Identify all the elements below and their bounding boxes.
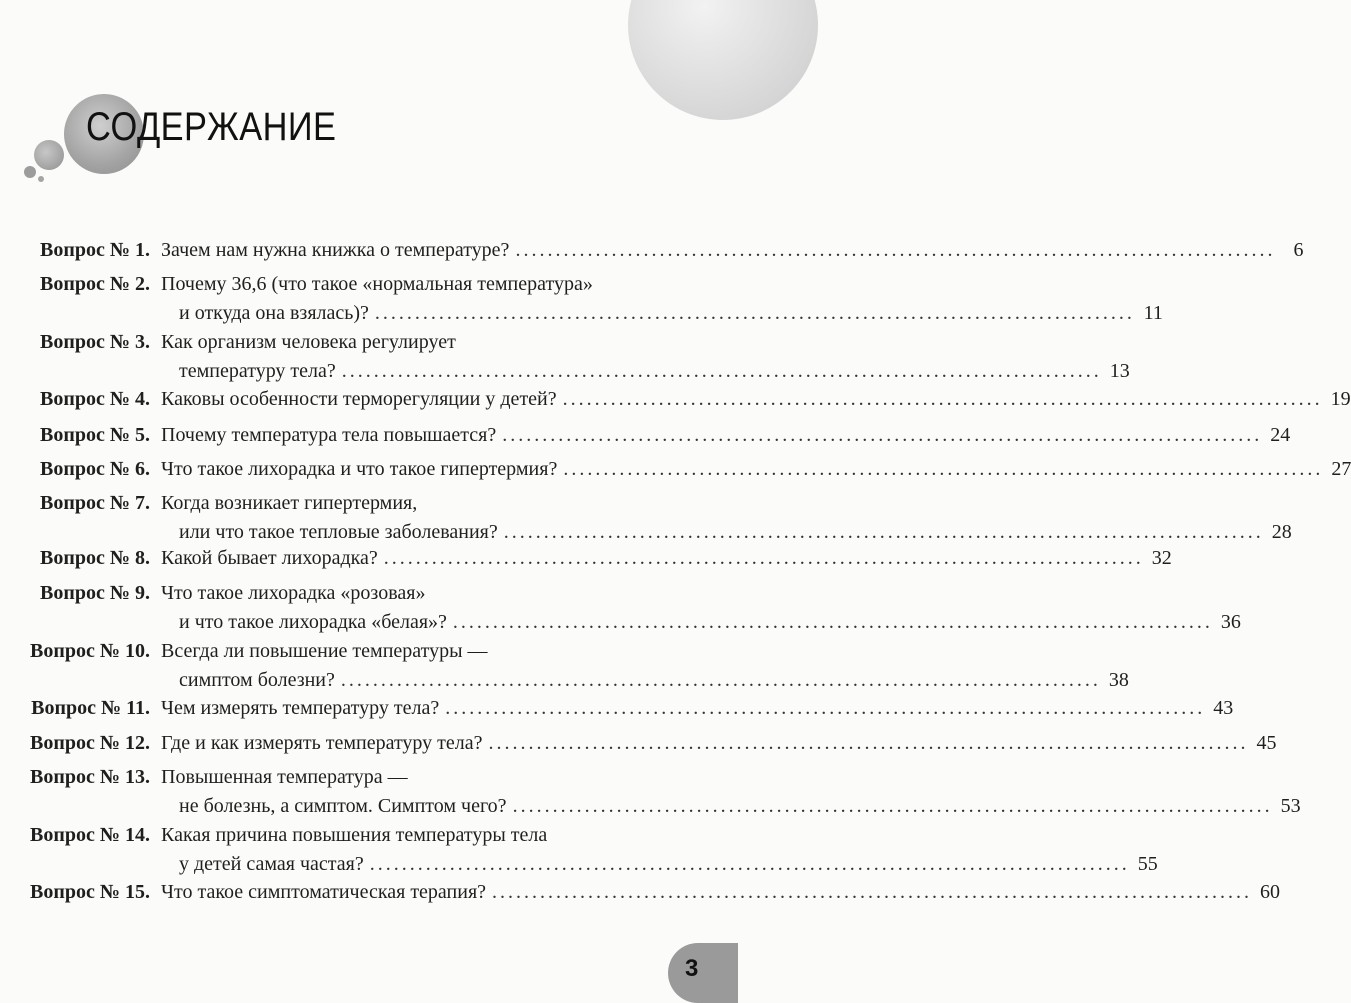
dot-leader: ............................................................................................... <box>383 547 1144 569</box>
toc-entry-text: Что такое лихорадка и что такое гипертермия? <box>161 458 558 480</box>
dot-leader: ............................................................................................... <box>374 302 1135 324</box>
dot-leader: ............................................................................................... <box>502 424 1263 446</box>
toc-entry-page: 32 <box>1151 547 1172 569</box>
toc-entry-label: Вопрос № 10. <box>30 640 150 662</box>
dot-leader: ............................................................................................... <box>340 669 1101 691</box>
toc-entry-text: Почему 36,6 (что такое «нормальная температура» <box>161 273 593 295</box>
toc-entry-label: Вопрос № 11. <box>31 697 150 719</box>
page-number: 3 <box>685 955 699 982</box>
toc-entry-text: и что такое лихорадка «белая»? <box>179 611 447 633</box>
toc-entry-label: Вопрос № 6. <box>40 458 150 480</box>
toc-entry-page: 19 <box>1330 388 1351 410</box>
toc-entry-label: Вопрос № 8. <box>40 547 150 569</box>
toc-entry-text: Какой бывает лихорадка? <box>161 547 378 569</box>
dot-leader: ............................................................................................... <box>341 360 1102 382</box>
toc-entry-label: Вопрос № 14. <box>30 824 150 846</box>
toc-entry-label: Вопрос № 4. <box>40 388 150 410</box>
toc-entry-text: температуру тела? <box>179 360 336 382</box>
toc-entry-text: Зачем нам нужна книжка о температуре? <box>161 239 510 261</box>
bubble-small <box>24 166 36 178</box>
dot-leader: ............................................................................................... <box>563 458 1324 480</box>
bubble-tiny <box>38 176 44 182</box>
toc-entry-page: 28 <box>1271 521 1292 543</box>
page-title: СОДЕРЖАНИЕ <box>86 105 337 149</box>
toc-entry-text: Каковы особенности терморегуляции у детей? <box>161 388 557 410</box>
dot-leader: ............................................................................................... <box>452 611 1213 633</box>
dot-leader: ............................................................................................... <box>369 853 1130 875</box>
toc-entry-page: 27 <box>1331 458 1351 480</box>
toc-entry-text: Повышенная температура — <box>161 766 408 788</box>
bubble-medium <box>34 140 64 170</box>
toc-entry-label: Вопрос № 9. <box>40 582 150 604</box>
toc-entry-page: 13 <box>1109 360 1130 382</box>
toc-entry-text: и откуда она взялась)? <box>179 302 369 324</box>
toc-entry-label: Вопрос № 3. <box>40 331 150 353</box>
corner-decoration <box>628 0 818 120</box>
toc-entry-page: 6 <box>1293 239 1304 261</box>
toc-entry-page: 55 <box>1137 853 1158 875</box>
toc-entry-label: Вопрос № 15. <box>30 881 150 903</box>
toc-entry-text: или что такое тепловые заболевания? <box>179 521 498 543</box>
toc-entry-page: 38 <box>1108 669 1129 691</box>
toc-entry-label: Вопрос № 5. <box>40 424 150 446</box>
toc-entry-label: Вопрос № 7. <box>40 492 150 514</box>
toc-entry-text: Что такое лихорадка «розовая» <box>161 582 426 604</box>
toc-entry-page: 60 <box>1260 881 1281 903</box>
toc-entry-page: 43 <box>1213 697 1234 719</box>
dot-leader: ............................................................................................... <box>492 881 1253 903</box>
toc-entry-text: не болезнь, а симптом. Симптом чего? <box>179 795 507 817</box>
toc-entry-text: симптом болезни? <box>179 669 335 691</box>
dot-leader: ............................................................................................... <box>512 795 1273 817</box>
toc-entry-text: Чем измерять температуру тела? <box>161 697 440 719</box>
toc-entry-label: Вопрос № 12. <box>30 732 150 754</box>
dot-leader: ............................................................................................... <box>503 521 1264 543</box>
toc-entry-page: 24 <box>1270 424 1291 446</box>
toc-entry-text: Всегда ли повышение температуры — <box>161 640 488 662</box>
toc-entry-label: Вопрос № 1. <box>40 239 150 261</box>
dot-leader: ............................................................................................... <box>488 732 1249 754</box>
dot-leader: ............................................................................................... <box>445 697 1206 719</box>
toc-entry-page: 11 <box>1143 302 1163 324</box>
toc-entry-text: у детей самая частая? <box>179 853 364 875</box>
toc-entry-text: Когда возникает гипертермия, <box>161 492 418 514</box>
toc-entry-text: Какая причина повышения температуры тела <box>161 824 548 846</box>
toc-entry-text: Где и как измерять температуру тела? <box>161 732 483 754</box>
toc-entry-page: 53 <box>1280 795 1301 817</box>
toc-entry-page: 36 <box>1220 611 1241 633</box>
toc-entry-label: Вопрос № 13. <box>30 766 150 788</box>
toc-entry-label: Вопрос № 2. <box>40 273 150 295</box>
page-number-badge <box>668 943 738 1003</box>
dot-leader: ............................................................................................... <box>515 239 1276 261</box>
toc-entry-text: Как организм человека регулирует <box>161 331 456 353</box>
dot-leader: ............................................................................................... <box>562 388 1323 410</box>
toc-entry-page: 45 <box>1256 732 1277 754</box>
toc-entry-text: Почему температура тела повышается? <box>161 424 497 446</box>
toc-entry-text: Что такое симптоматическая терапия? <box>161 881 487 903</box>
